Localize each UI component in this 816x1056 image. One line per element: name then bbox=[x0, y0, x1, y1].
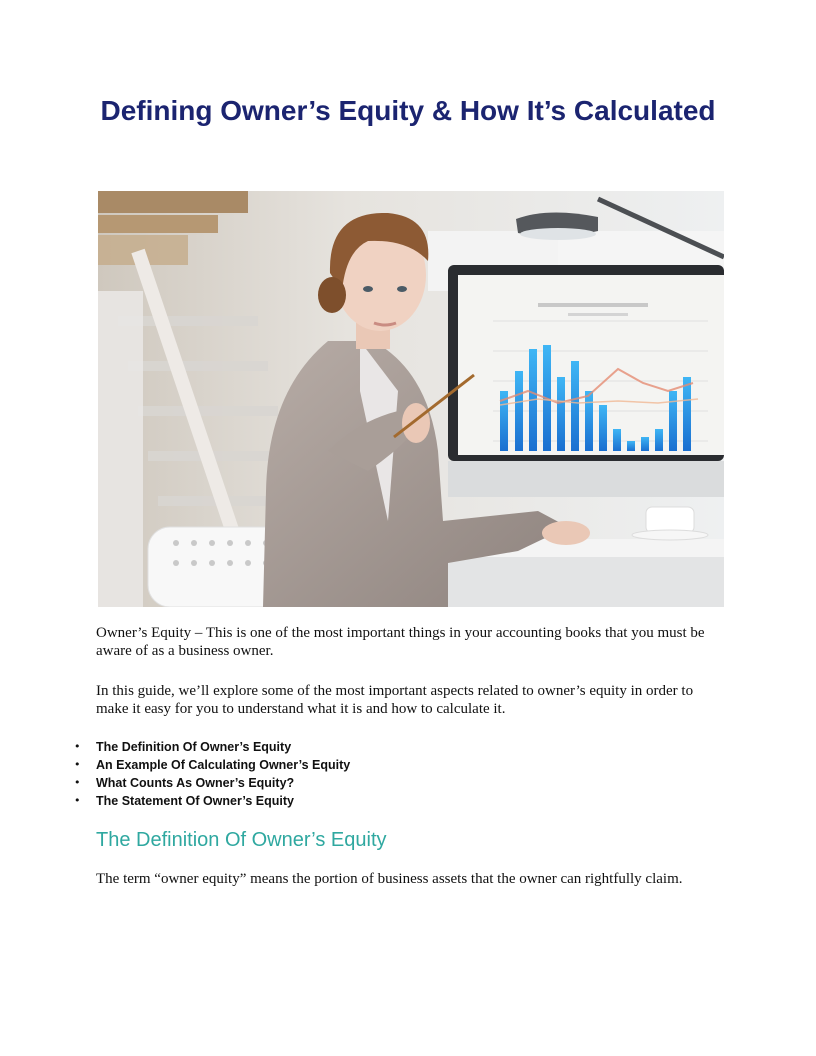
section-paragraph: The term “owner equity” means the portion of business assets that the owner can rightfully claim. bbox=[96, 871, 683, 887]
toc-item-label: The Definition Of Owner’s Equity bbox=[96, 740, 292, 754]
woman-at-desk-photo-illustration bbox=[98, 191, 724, 607]
guide-paragraph: In this guide, we’ll explore some of the most important aspects related to owner’s equity in order to make it easy for you to understand what it is and how to calculate it. bbox=[96, 683, 694, 717]
intro-paragraph: Owner’s Equity – This is one of the most important things in your accounting books that you must be aware of as a business owner. bbox=[96, 625, 705, 659]
toc-item-statement[interactable] bbox=[74, 792, 350, 810]
toc-item-example[interactable] bbox=[74, 756, 351, 774]
bullet-icon: • bbox=[74, 758, 81, 771]
table-of-contents bbox=[74, 738, 351, 810]
section-heading: The Definition Of Owner’s Equity bbox=[96, 829, 387, 851]
hero-photo bbox=[98, 191, 724, 607]
bullet-icon: • bbox=[74, 776, 81, 789]
toc-item-label: The Statement Of Owner’s Equity bbox=[96, 794, 294, 808]
page-title: Defining Owner’s Equity & How It’s Calculated bbox=[100, 95, 716, 126]
bullet-icon: • bbox=[74, 794, 81, 807]
bullet-icon: • bbox=[74, 740, 81, 753]
toc-item-label: What Counts As Owner’s Equity? bbox=[96, 776, 295, 790]
toc-item-definition[interactable] bbox=[74, 738, 350, 756]
toc-item-what-counts[interactable] bbox=[74, 774, 350, 792]
toc-item-label: An Example Of Calculating Owner’s Equity bbox=[96, 758, 351, 772]
